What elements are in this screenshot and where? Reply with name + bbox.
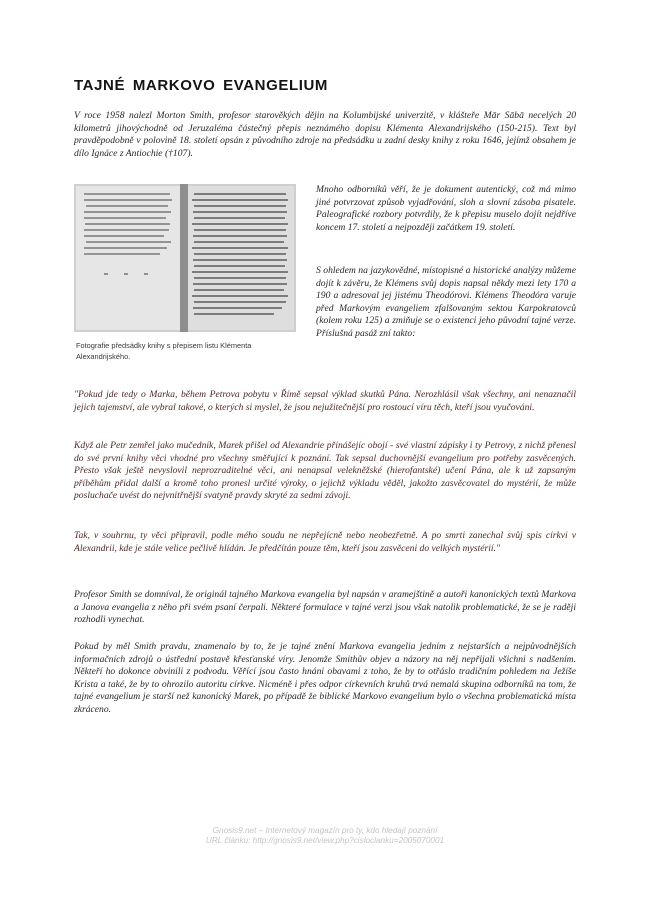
article-title: TAJNÉ MARKOVO EVANGELIUM	[74, 77, 329, 94]
quote-paragraph: "Pokud jde tedy o Marka, během Petrova pobytu v Římě sepsal výklad skutků Pána. Nerozhlásil však všechny, ani nenaznačil jejich tajemství, ale vybral takové, o kterých si myslel, že jsou nejužitečnější pro rostoucí víru těch, kteří jsou vyučováni.	[74, 389, 576, 413]
body-paragraph: Profesor Smith se domníval, že originál tajného Markova evangelia byl napsán v aramejštině a autoři kanonických textů Markova a Janova evangelia z něho při svém psaní čerpali. Některé formulace v tajné verzi jsou však natolik problematické, že se je raději rozhodli vynechat.	[74, 589, 576, 626]
quote-paragraph: Když ale Petr zemřel jako mučedník, Marek přišel od Alexandrie přinášejíc obojí - své vlastní zápisky i ty Petrovy, z nichž přenesl do své první knihy věci vhodné pro všechny směřující k poznání. Tak sepsal duchovnější evangelium pro potřeby zasvěcených. Přesto však ještě nevyslovil neprozraditelné věci, ani nenapsal velekněžské (hierofantské) učení Pána, ale k už zapsaným příběhům přidal další a kromě toho pronesl určité výroky, o jejichž výkladu věděl, jakožto zasvěcovatel do mystérií, že může posluchače uvést do nejvnitřnější svatyně pravdy skryté za sedmi závoji.	[74, 440, 576, 502]
body-paragraph: Pokud by měl Smith pravdu, znamenalo by to, že je tajné znění Markova evangelia jedním z nejstarších a nejpůvodnějších informačních zdrojů o ústřední postavě křesťanské víry. Jenomže Smithův objev a názory na něj nepřijali všichni s nadšením. Někteří ho dokonce obvinili z podvodu. Věřící jsou často hnáni obavami z toho, že by to otřáslo tradičním pohledem na Ježíše Krista a také, že by to ohrozilo autoritu církve. Nicméně i přes odpor církevních kruhů trvá nemalá skupina odborníků na tom, že tajné evangelium je starší než kanonický Marek, po případě že biblické Markovo evangelium bylo o všechna problematická místa zkráceno.	[74, 641, 576, 715]
right-column-paragraph: Mnoho odborníků věří, že je dokument autentický, což má mimo jiné potvrzovat způsob vyjadřování, sloh a slovní zásoba pisatele. Paleografické rozbory potvrdily, že k přepisu muselo dojít nejdříve koncem 17. století a nejpozději začátkem 19. století.	[316, 184, 576, 233]
manuscript-photo	[74, 184, 296, 332]
intro-paragraph: V roce 1958 nalezl Morton Smith, profesor starověkých dějin na Kolumbijské univerzitě, v klášteře Mār Sābā necelých 20 kilometrů jihovýchodně od Jeruzaléma částečný přepis neznámého dopisu Klémenta Alexandrijského (150-215). Text byl pravděpodobně v polovině 18. století opsán z původního zdroje na předsádku u zadní desky knihy z roku 1646, jejímž obsahem je dílo Ignáce z Antiochie (†107).	[74, 110, 576, 159]
quote-paragraph: Tak, v souhrnu, ty věci připravil, podle mého soudu ne nepřejícně nebo neobezřetně. A po smrti zanechal svůj spis církvi v Alexandrii, kde je stále velice pečlivě hlídán. Je předčítán pouze těm, kteří jsou zasvěceni do velkých mystérií."	[74, 530, 576, 554]
photo-caption: Fotografie předsádky knihy s přepisem listu Klémenta Alexandrijského.	[76, 341, 252, 361]
footer-url-line: URL článku: http://gnosis9.net/view.php?cisloclanku=2005070001	[205, 836, 445, 845]
right-column-paragraph: S ohledem na jazykovědné, místopisné a historické analýzy můžeme dojít k závěru, že Klémens svůj dopis napsal někdy mezi lety 170 a 190 a adresoval jej jistému Theodórovi. Klémens Theodóra varuje před Markovým evangeliem zfalšovaným sektou Karpokratovců (kolem roku 125) a zmiňuje se o existenci jeho původní tajné verze. Příslušná pasáž zní takto:	[316, 265, 576, 339]
footer-site-line: Gnosis9.net – Internetový magazín pro ty, kdo hledají poznání	[212, 826, 438, 835]
page-footer	[0, 826, 650, 846]
